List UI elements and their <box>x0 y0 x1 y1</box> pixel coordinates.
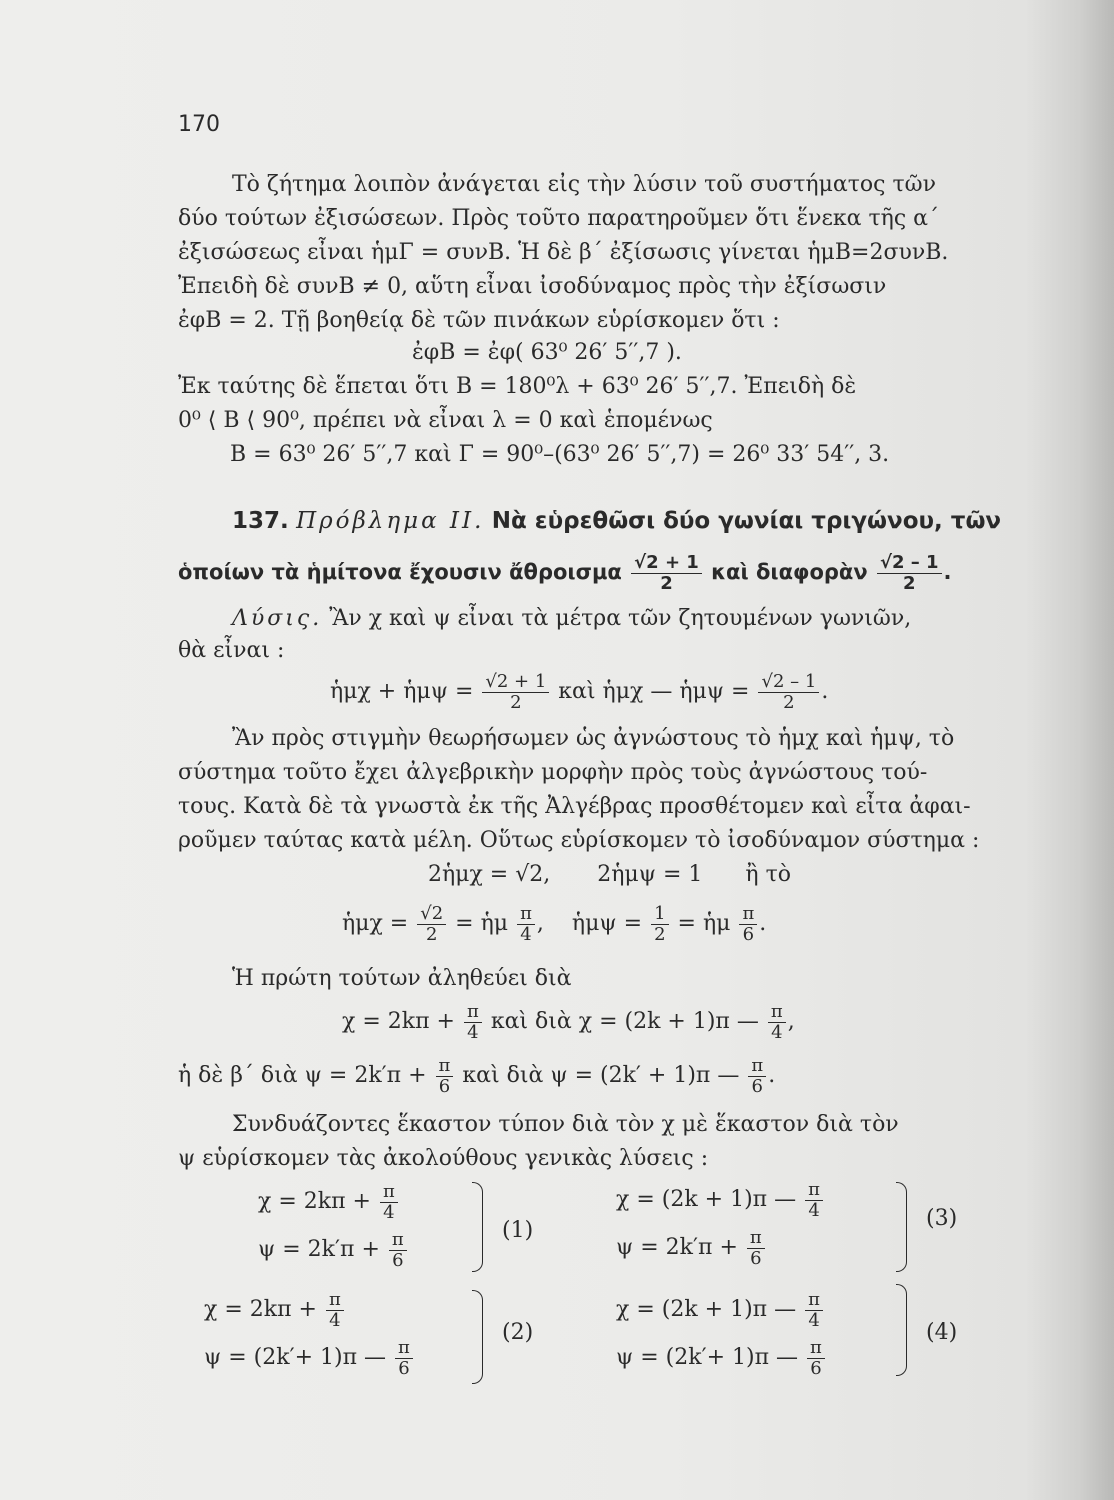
text-line: Τὸ ζήτημα λοιπὸν ἀνάγεται εἰς τὴν λύσιν τοῦ συστήματος τῶν <box>232 172 936 197</box>
problem-line-2: ὁποίων τὰ ἡμίτονα ἔχουσιν ἄθροισμα $\frac{√2 + 1}{2}$ καὶ διαφορὰν $\frac{√2 - 1}{2}$ . <box>178 551 952 594</box>
text-line: δύο τούτων ἐξισώσεων. Πρὸς τοῦτο παρατηροῦμεν ὅτι ἕνεκα τῆς α΄ <box>178 206 940 231</box>
text-line: σύστημα τοῦτο ἔχει ἀλγεβρικὴν μορφὴν πρὸς τοὺς ἀγνώστους τού- <box>178 760 928 785</box>
solution-system-2: χ = 2kπ + $\frac{\pi}{4}$ ψ = (2k′+ 1)π — $\frac{\pi}{6}$ <box>204 1286 415 1382</box>
equation-values: ἡμχ = $\frac{√2}{2}$ = ἡμ $\frac{\pi}{4}$ , ἡμψ = $\frac{1}{2}$ = ἡμ $\frac{\pi}{6}$ . <box>342 902 767 945</box>
brace <box>896 1284 907 1376</box>
text-line: ἐφΒ = 2. Τῇ βοηθείᾳ δὲ τῶν πινάκων εὑρίσκομεν ὅτι : <box>178 308 780 333</box>
text-line: Ἂν χ καὶ ψ εἶναι τὰ μέτρα τῶν ζητουμένων γωνιῶν, <box>329 606 912 631</box>
equation-B: Β = 63⁰ 26′ 5′′,7 καὶ Γ = 90⁰–(63⁰ 26′ 5′′,7) = 26⁰ 33′ 54′′, 3. <box>230 442 890 467</box>
text-line: τους. Κατὰ δὲ τὰ γνωστὰ ἐκ τῆς Ἀλγέβρας προσθέτομεν καὶ εἶτα ἀφαι- <box>178 794 971 819</box>
equation-tan: ἐφΒ = ἐφ( 63⁰ 26′ 5′′,7 ). <box>412 340 682 365</box>
text-line: ροῦμεν ταύτας κατὰ μέλη. Οὕτως εὑρίσκομεν τὸ ἰσοδύναμον σύστημα : <box>178 828 980 853</box>
system-label: (4) <box>926 1320 958 1345</box>
problem-number: 137. <box>232 508 289 534</box>
system-label: (3) <box>926 1206 958 1231</box>
equation-system: 2ἡμχ = √2, 2ἡμψ = 1 ἢ τὸ <box>428 862 791 887</box>
text-line: Ἡ πρώτη τούτων ἀληθεύει διὰ <box>232 966 572 991</box>
fraction: $\frac{√2 + 1}{2}$ <box>631 553 702 594</box>
text-line: Συνδυάζοντες ἕκαστον τύπον διὰ τὸν χ μὲ ἕκαστον διὰ τὸν <box>232 1112 899 1137</box>
system-label: (1) <box>502 1218 534 1243</box>
system-label: (2) <box>502 1320 534 1345</box>
solution-system-3: χ = (2k + 1)π — $\frac{\pi}{4}$ ψ = 2k′π + $\frac{\pi}{6}$ <box>616 1176 825 1272</box>
equation-y: ἡ δὲ β΄ διὰ ψ = 2k′π + $\frac{\pi}{6}$ καὶ διὰ ψ = (2k′ + 1)π — $\frac{\pi}{6}$ . <box>178 1054 776 1097</box>
text-line: θὰ εἶναι : <box>178 638 285 663</box>
equation-sum: ἡμχ + ἡμψ = $\frac{√2 + 1}{2}$ καὶ ἡμχ — ἡμψ = $\frac{√2 - 1}{2}$ . <box>330 670 829 713</box>
solution-label: Λύσις. <box>232 606 323 631</box>
equation-x: χ = 2kπ + $\frac{\pi}{4}$ καὶ διὰ χ = (2k + 1)π — $\frac{\pi}{4}$ , <box>342 1000 795 1043</box>
problem-heading <box>232 508 1001 534</box>
text-line: Ἐκ ταύτης δὲ ἕπεται ὅτι Β = 180⁰λ + 63⁰ 26′ 5′′,7. Ἐπειδὴ δὲ <box>178 374 857 399</box>
text-line: ψ εὑρίσκομεν τὰς ἀκολούθους γενικὰς λύσεις : <box>178 1146 709 1171</box>
text-line: Ἐπειδὴ δὲ συνΒ ≠ 0, αὕτη εἶναι ἰσοδύναμος πρὸς τὴν ἐξίσωσιν <box>178 274 887 299</box>
brace <box>896 1182 907 1272</box>
text-line: 0⁰ ⟨ Β ⟨ 90⁰, πρέπει νὰ εἶναι λ = 0 καὶ ἑπομένως <box>178 408 713 433</box>
problem-text: ὁποίων τὰ ἡμίτονα ἔχουσιν ἄθροισμα <box>178 560 622 584</box>
problem-text: καὶ διαφορὰν <box>711 560 868 584</box>
text-line: ἐξισώσεως εἶναι ἡμΓ = συνΒ. Ἡ δὲ β΄ ἐξίσωσις γίνεται ἡμΒ=2συνΒ. <box>178 240 949 265</box>
solution-system-1: χ = 2kπ + $\frac{\pi}{4}$ ψ = 2k′π + $\frac{\pi}{6}$ <box>258 1178 409 1274</box>
solution-line <box>232 606 911 632</box>
brace <box>472 1182 483 1272</box>
page-number: 170 <box>178 112 220 137</box>
fraction: $\frac{√2 - 1}{2}$ <box>877 553 942 594</box>
problem-text: Νὰ εὑρεθῶσι δύο γωνίαι τριγώνου, τῶν <box>491 508 1002 534</box>
problem-title: Πρόβλημα ΙΙ. <box>296 508 485 534</box>
solution-system-4: χ = (2k + 1)π — $\frac{\pi}{4}$ ψ = (2k′+ 1)π — $\frac{\pi}{6}$ <box>616 1286 827 1382</box>
text-line: Ἂν πρὸς στιγμὴν θεωρήσωμεν ὡς ἀγνώστους τὸ ἡμχ καὶ ἡμψ, τὸ <box>232 726 955 751</box>
brace <box>472 1290 483 1384</box>
